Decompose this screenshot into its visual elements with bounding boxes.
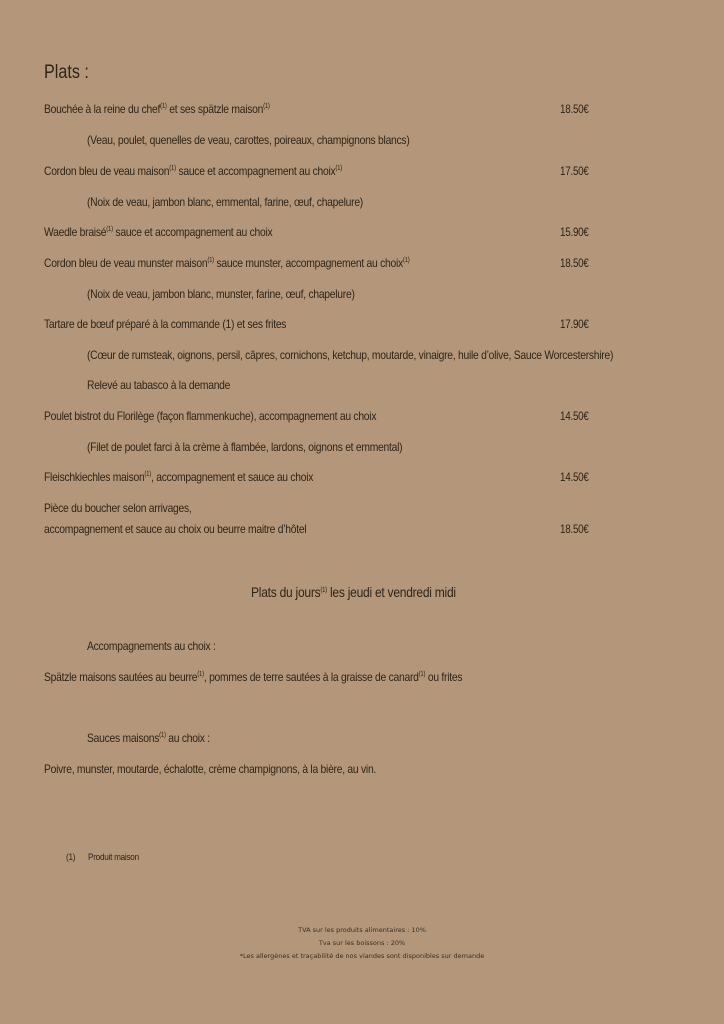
menu-item-name: Cordon bleu de veau munster maison$^{(1)}$ sauce munster, accompagnement au choix$^{(1)}$: [44, 256, 410, 270]
menu-item-price: 18.50€: [560, 102, 589, 116]
menu-item-name: Pièce du boucher selon arrivages,: [44, 501, 192, 515]
accompagnements-heading: Accompagnements au choix :: [87, 639, 216, 653]
menu-item-name-line2: accompagnement et sauce au choix ou beurre maitre d’hôtel: [44, 522, 307, 536]
footer-tva-drinks: Tva sur les boissons : 20%: [318, 939, 406, 947]
menu-item-name: Poulet bistrot du Florilège (façon flammenkuche), accompagnement au choix: [44, 409, 377, 423]
menu-item-name: Bouchée à la reine du chef$^{(1)}$ et ses spätzle maison$^{(1)}$: [44, 102, 270, 116]
menu-item-name: Waedle braisé$^{(1)}$ sauce et accompagnement au choix: [44, 225, 273, 239]
footer-allergens: *Les allergènes et traçabilité de nos viandes sont disponibles sur demande: [239, 952, 485, 960]
menu-item-description: (Veau, poulet, quenelles de veau, carottes, poireaux, champignons blancs): [87, 133, 410, 147]
accompagnements-list: Spätzle maisons sautées au beurre$^{(1)}$, pommes de terre sautées à la graisse de canard$^{(1)}$ ou frites: [44, 670, 463, 684]
menu-item-description: (Filet de poulet farci à la crème à flambée, lardons, oignons et emmental): [87, 440, 403, 454]
menu-title: Plats :: [44, 62, 89, 83]
menu-item-price: 17.50€: [560, 164, 589, 178]
sauces-heading: Sauces maisons$^{(1)}$ au choix :: [87, 731, 210, 745]
sauces-list: Poivre, munster, moutarde, échalotte, crème champignons, à la bière, au vin.: [44, 762, 377, 776]
plats-du-jour-heading: Plats du jours$^{(1)}$ les jeudi et vendredi midi: [251, 584, 456, 600]
menu-item-note: Relevé au tabasco à la demande: [87, 378, 231, 392]
menu-item-price: 18.50€: [560, 522, 589, 536]
footnote-marker: (1): [66, 852, 76, 863]
menu-item-price: 17.90€: [560, 317, 589, 331]
footer-tva-food: TVA sur les produits alimentaires : 10%: [298, 926, 426, 934]
menu-item-description: (Cœur de rumsteak, oignons, persil, câpres, cornichons, ketchup, moutarde, vinaigre, huile d’olive, Sauce Worcestershire): [87, 348, 614, 362]
menu-item-price: 14.50€: [560, 470, 589, 484]
menu-item-price: 18.50€: [560, 256, 589, 270]
menu-item-price: 15.90€: [560, 225, 589, 239]
menu-item-name: Tartare de bœuf préparé à la commande (1) et ses frites: [44, 317, 287, 331]
menu-item-name: Cordon bleu de veau maison$^{(1)}$ sauce et accompagnement au choix$^{(1)}$: [44, 164, 343, 178]
footnote-text: Produit maison: [88, 852, 139, 863]
menu-item-description: (Noix de veau, jambon blanc, munster, farine, œuf, chapelure): [87, 287, 355, 301]
menu-item-name: Fleischkiechles maison$^{(1)}$, accompagnement et sauce au choix: [44, 470, 314, 484]
menu-item-description: (Noix de veau, jambon blanc, emmental, farine, œuf, chapelure): [87, 195, 363, 209]
menu-item-price: 14.50€: [560, 409, 589, 423]
